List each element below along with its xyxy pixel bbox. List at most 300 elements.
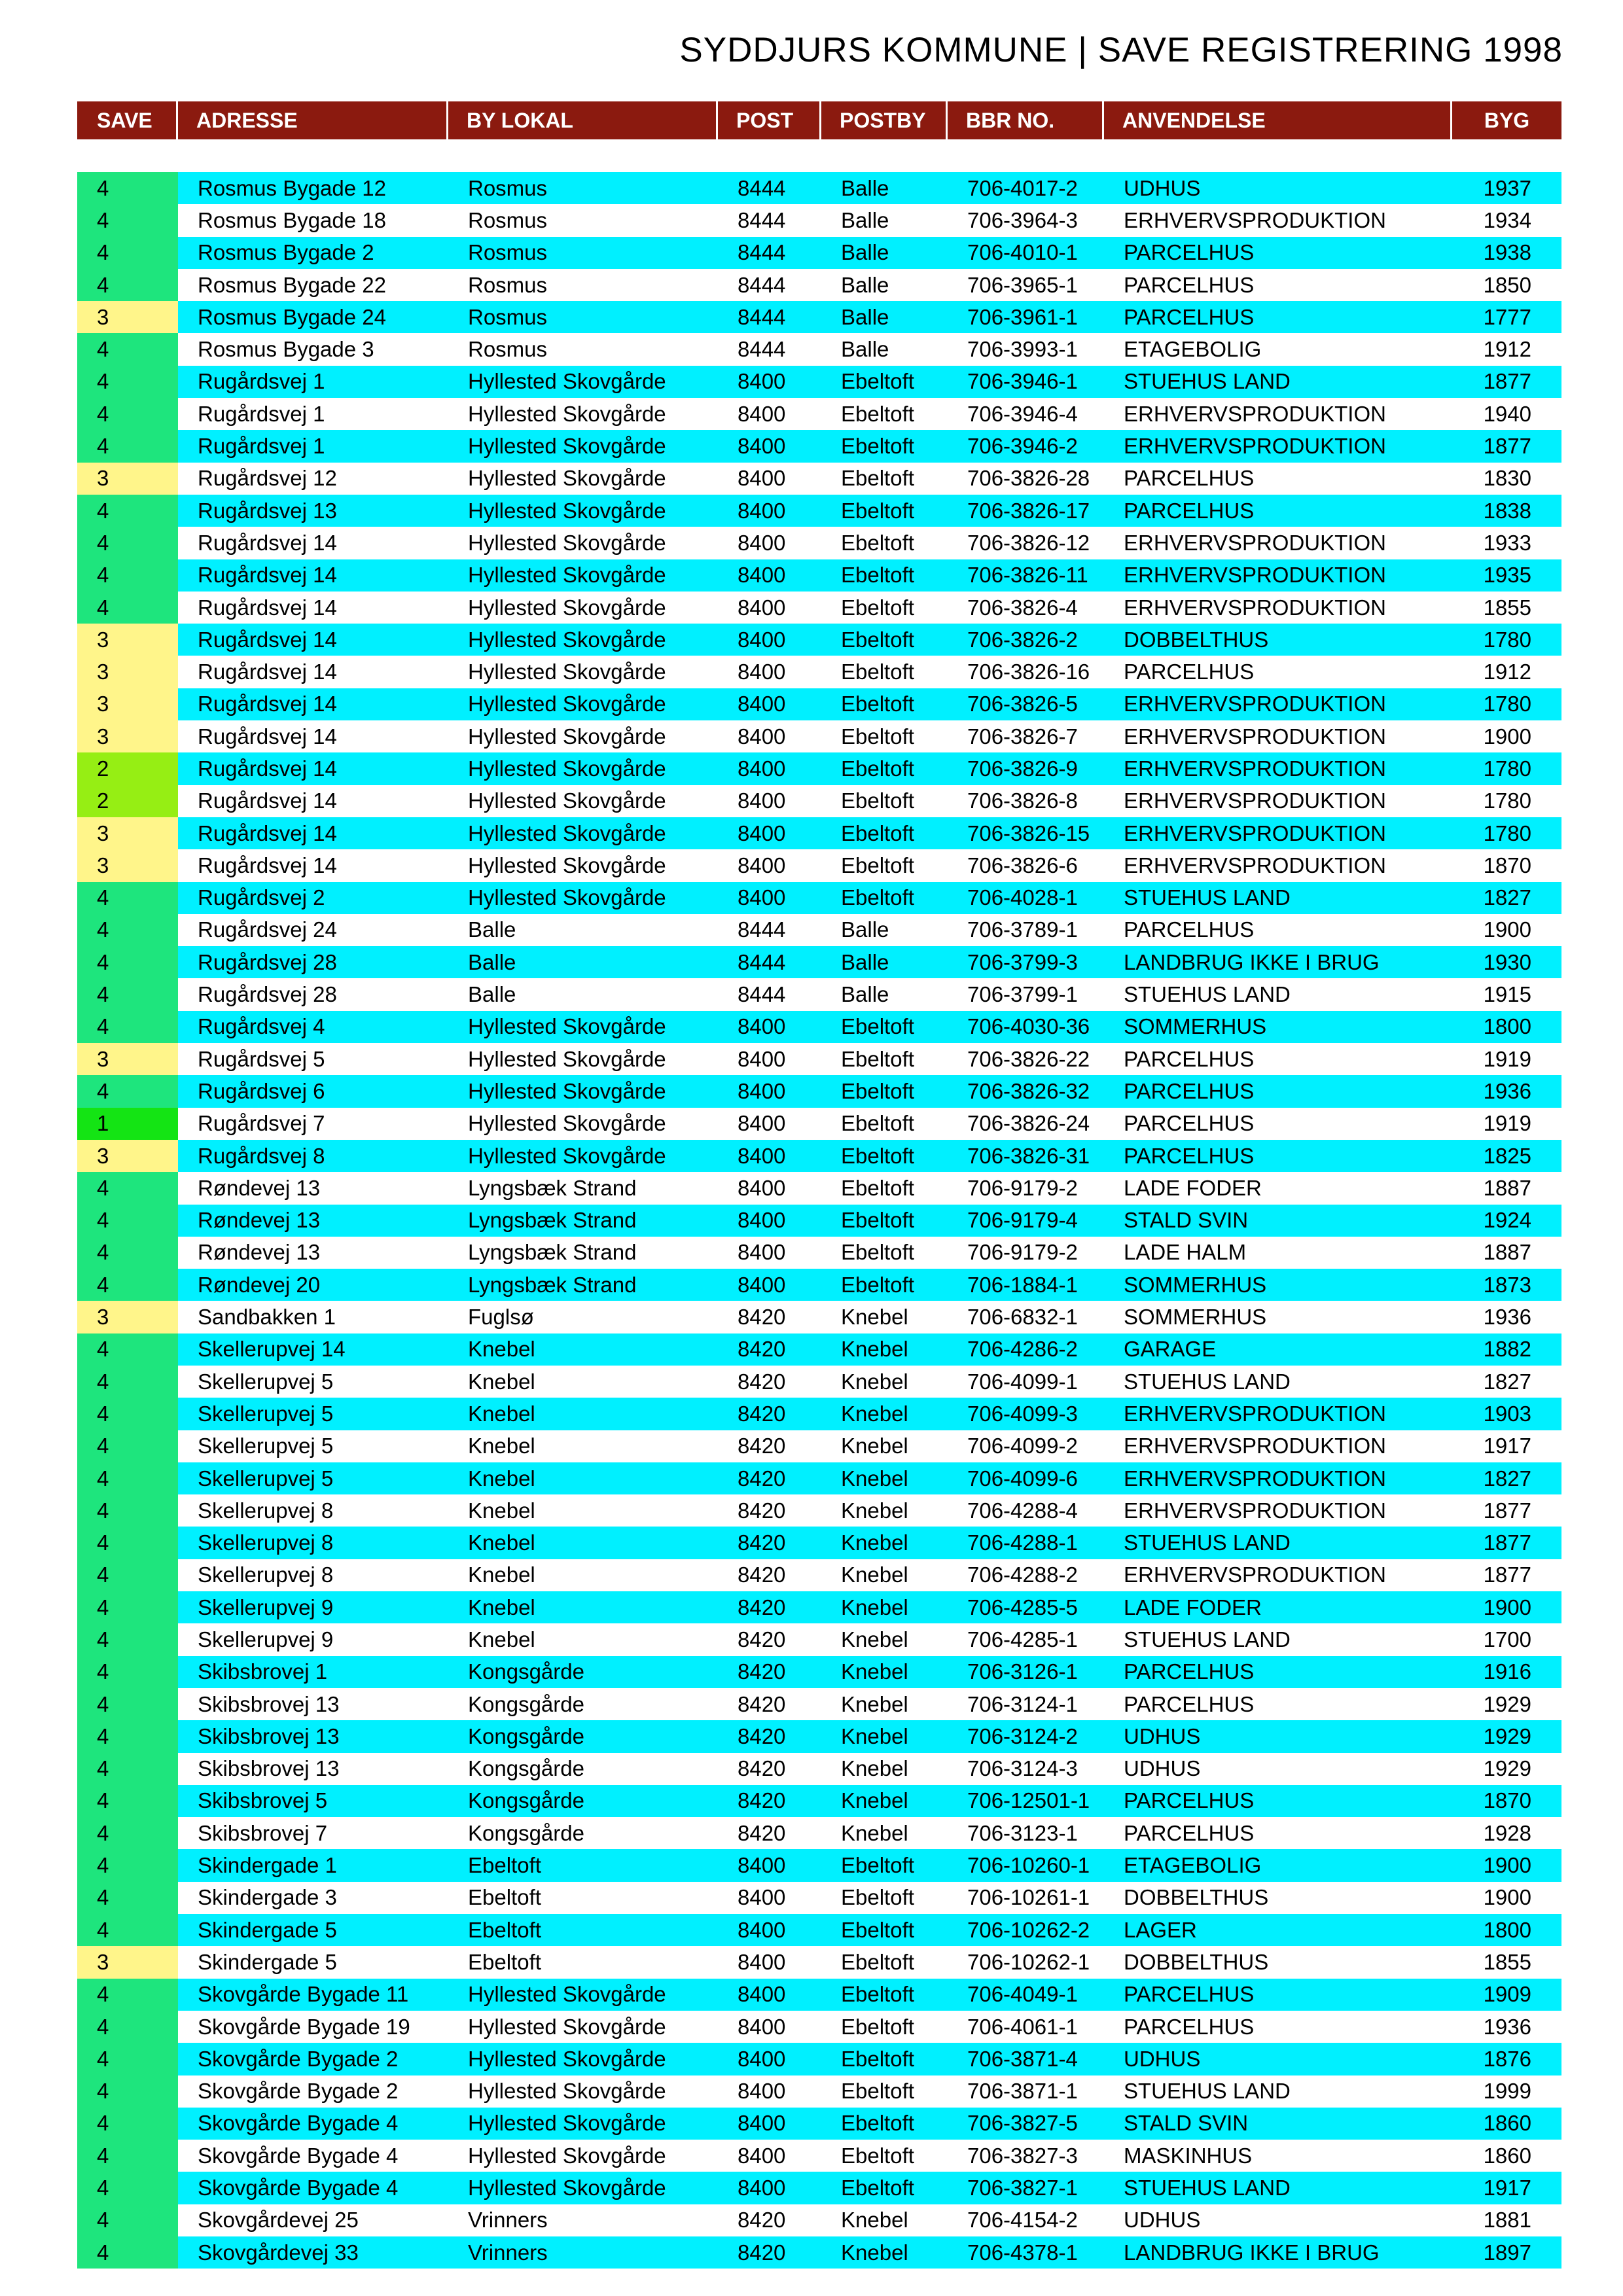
bbr-cell: 706-3826-17 — [948, 495, 1104, 527]
by-lokal-cell: Ebeltoft — [448, 1882, 718, 1914]
by-lokal-cell: Knebel — [448, 1591, 718, 1623]
bbr-cell: 706-4288-4 — [948, 1494, 1104, 1527]
save-register-table — [77, 101, 1561, 2269]
adresse-cell: Rosmus Bygade 12 — [178, 172, 448, 204]
postby-cell: Knebel — [821, 1817, 948, 1849]
adresse-cell: Rugårdsvej 5 — [178, 1043, 448, 1075]
adresse-cell: Rugårdsvej 7 — [178, 1108, 448, 1140]
by-lokal-cell: Ebeltoft — [448, 1849, 718, 1881]
table-row — [77, 172, 1561, 204]
anvendelse-cell: STUEHUS LAND — [1104, 1623, 1452, 1655]
anvendelse-cell: LADE FODER — [1104, 1172, 1452, 1204]
postby-cell: Ebeltoft — [821, 1140, 948, 1172]
by-lokal-cell: Hyllested Skovgårde — [448, 559, 718, 592]
anvendelse-cell: LANDBRUG IKKE I BRUG — [1104, 2236, 1452, 2269]
byg-cell: 1870 — [1452, 1785, 1561, 1817]
bbr-cell: 706-4099-1 — [948, 1366, 1104, 1398]
byg-cell: 1929 — [1452, 1753, 1561, 1785]
table-row — [77, 2172, 1561, 2204]
save-cell: 4 — [77, 1623, 178, 1655]
bbr-cell: 706-4378-1 — [948, 2236, 1104, 2269]
by-lokal-cell: Hyllested Skovgårde — [448, 752, 718, 785]
table-row — [77, 1527, 1561, 1559]
bbr-cell: 706-10262-2 — [948, 1914, 1104, 1946]
byg-cell: 1912 — [1452, 333, 1561, 365]
table-row — [77, 527, 1561, 559]
byg-cell: 1855 — [1452, 592, 1561, 624]
postby-cell: Knebel — [821, 1720, 948, 1752]
byg-cell: 1929 — [1452, 1688, 1561, 1720]
byg-cell: 1919 — [1452, 1108, 1561, 1140]
byg-cell: 1936 — [1452, 2011, 1561, 2043]
post-cell: 8400 — [718, 1140, 821, 1172]
byg-cell: 1877 — [1452, 430, 1561, 462]
anvendelse-cell: ERHVERVSPRODUKTION — [1104, 430, 1452, 462]
anvendelse-cell: STUEHUS LAND — [1104, 1527, 1452, 1559]
post-cell: 8400 — [718, 527, 821, 559]
by-lokal-cell: Kongsgårde — [448, 1720, 718, 1752]
bbr-cell: 706-3124-2 — [948, 1720, 1104, 1752]
save-cell: 3 — [77, 1043, 178, 1075]
post-cell: 8400 — [718, 817, 821, 849]
bbr-cell: 706-3123-1 — [948, 1817, 1104, 1849]
by-lokal-cell: Kongsgårde — [448, 1817, 718, 1849]
table-row — [77, 817, 1561, 849]
header-anvendelse: ANVENDELSE — [1104, 101, 1452, 139]
adresse-cell: Røndevej 20 — [178, 1269, 448, 1301]
post-cell: 8400 — [718, 2043, 821, 2075]
anvendelse-cell: PARCELHUS — [1104, 495, 1452, 527]
byg-cell: 1827 — [1452, 1366, 1561, 1398]
by-lokal-cell: Knebel — [448, 1430, 718, 1462]
anvendelse-cell: LAGER — [1104, 1914, 1452, 1946]
adresse-cell: Rugårdsvej 14 — [178, 688, 448, 720]
save-cell: 4 — [77, 1591, 178, 1623]
save-cell: 4 — [77, 2075, 178, 2108]
postby-cell: Knebel — [821, 1591, 948, 1623]
header-postby: POSTBY — [821, 101, 948, 139]
adresse-cell: Skibsbrovej 7 — [178, 1817, 448, 1849]
byg-cell: 1877 — [1452, 1494, 1561, 1527]
post-cell: 8420 — [718, 1623, 821, 1655]
table-row — [77, 463, 1561, 495]
anvendelse-cell: PARCELHUS — [1104, 2011, 1452, 2043]
adresse-cell: Skindergade 5 — [178, 1946, 448, 1978]
table-row — [77, 592, 1561, 624]
by-lokal-cell: Hyllested Skovgårde — [448, 463, 718, 495]
postby-cell: Balle — [821, 269, 948, 301]
post-cell: 8444 — [718, 946, 821, 978]
table-body — [77, 172, 1561, 2269]
post-cell: 8420 — [718, 1656, 821, 1688]
by-lokal-cell: Rosmus — [448, 172, 718, 204]
postby-cell: Balle — [821, 204, 948, 236]
anvendelse-cell: UDHUS — [1104, 2043, 1452, 2075]
postby-cell: Knebel — [821, 1462, 948, 1494]
adresse-cell: Rugårdsvej 13 — [178, 495, 448, 527]
post-cell: 8444 — [718, 237, 821, 269]
save-cell: 4 — [77, 1462, 178, 1494]
anvendelse-cell: SOMMERHUS — [1104, 1269, 1452, 1301]
postby-cell: Balle — [821, 978, 948, 1010]
table-row — [77, 1785, 1561, 1817]
anvendelse-cell: GARAGE — [1104, 1333, 1452, 1366]
table-row — [77, 1946, 1561, 1978]
byg-cell: 1915 — [1452, 978, 1561, 1010]
save-cell: 4 — [77, 2043, 178, 2075]
adresse-cell: Skellerupvej 9 — [178, 1591, 448, 1623]
save-cell: 4 — [77, 1494, 178, 1527]
by-lokal-cell: Hyllested Skovgårde — [448, 2172, 718, 2204]
anvendelse-cell: PARCELHUS — [1104, 914, 1452, 946]
bbr-cell: 706-3826-22 — [948, 1043, 1104, 1075]
anvendelse-cell: PARCELHUS — [1104, 1075, 1452, 1107]
table-row — [77, 1559, 1561, 1591]
bbr-cell: 706-3993-1 — [948, 333, 1104, 365]
post-cell: 8400 — [718, 2172, 821, 2204]
save-cell: 4 — [77, 1075, 178, 1107]
table-row — [77, 1914, 1561, 1946]
table-row — [77, 688, 1561, 720]
save-cell: 4 — [77, 592, 178, 624]
bbr-cell: 706-4049-1 — [948, 1979, 1104, 2011]
post-cell: 8420 — [718, 1753, 821, 1785]
byg-cell: 1780 — [1452, 688, 1561, 720]
post-cell: 8400 — [718, 849, 821, 881]
by-lokal-cell: Hyllested Skovgårde — [448, 656, 718, 688]
adresse-cell: Rugårdsvej 1 — [178, 430, 448, 462]
bbr-cell: 706-3826-16 — [948, 656, 1104, 688]
by-lokal-cell: Lyngsbæk Strand — [448, 1269, 718, 1301]
bbr-cell: 706-3799-1 — [948, 978, 1104, 1010]
post-cell: 8420 — [718, 1591, 821, 1623]
by-lokal-cell: Rosmus — [448, 301, 718, 333]
save-cell: 3 — [77, 849, 178, 881]
table-row — [77, 1688, 1561, 1720]
anvendelse-cell: ERHVERVSPRODUKTION — [1104, 849, 1452, 881]
save-cell: 4 — [77, 882, 178, 914]
by-lokal-cell: Hyllested Skovgårde — [448, 2011, 718, 2043]
by-lokal-cell: Hyllested Skovgårde — [448, 2043, 718, 2075]
bbr-cell: 706-3871-1 — [948, 2075, 1104, 2108]
anvendelse-cell: UDHUS — [1104, 1753, 1452, 1785]
by-lokal-cell: Hyllested Skovgårde — [448, 624, 718, 656]
adresse-cell: Rosmus Bygade 24 — [178, 301, 448, 333]
save-cell: 4 — [77, 527, 178, 559]
table-row — [77, 1882, 1561, 1914]
table-row — [77, 2204, 1561, 2236]
anvendelse-cell: STUEHUS LAND — [1104, 978, 1452, 1010]
bbr-cell: 706-3946-2 — [948, 430, 1104, 462]
by-lokal-cell: Balle — [448, 946, 718, 978]
table-row — [77, 1237, 1561, 1269]
anvendelse-cell: ERHVERVSPRODUKTION — [1104, 398, 1452, 430]
adresse-cell: Rugårdsvej 1 — [178, 366, 448, 398]
bbr-cell: 706-9179-2 — [948, 1172, 1104, 1204]
by-lokal-cell: Hyllested Skovgårde — [448, 495, 718, 527]
by-lokal-cell: Lyngsbæk Strand — [448, 1172, 718, 1204]
byg-cell: 1903 — [1452, 1398, 1561, 1430]
anvendelse-cell: PARCELHUS — [1104, 1785, 1452, 1817]
bbr-cell: 706-3826-7 — [948, 720, 1104, 752]
anvendelse-cell: PARCELHUS — [1104, 463, 1452, 495]
save-cell: 4 — [77, 1979, 178, 2011]
table-row — [77, 430, 1561, 462]
post-cell: 8400 — [718, 398, 821, 430]
by-lokal-cell: Rosmus — [448, 237, 718, 269]
bbr-cell: 706-3826-12 — [948, 527, 1104, 559]
postby-cell: Ebeltoft — [821, 2043, 948, 2075]
byg-cell: 1877 — [1452, 1527, 1561, 1559]
anvendelse-cell: STALD SVIN — [1104, 2108, 1452, 2140]
postby-cell: Ebeltoft — [821, 559, 948, 592]
save-cell: 4 — [77, 237, 178, 269]
save-cell: 4 — [77, 1205, 178, 1237]
anvendelse-cell: LANDBRUG IKKE I BRUG — [1104, 946, 1452, 978]
anvendelse-cell: ERHVERVSPRODUKTION — [1104, 720, 1452, 752]
by-lokal-cell: Vrinners — [448, 2204, 718, 2236]
anvendelse-cell: STUEHUS LAND — [1104, 882, 1452, 914]
post-cell: 8400 — [718, 1269, 821, 1301]
table-row — [77, 2140, 1561, 2172]
adresse-cell: Røndevej 13 — [178, 1237, 448, 1269]
adresse-cell: Skovgårde Bygade 2 — [178, 2043, 448, 2075]
table-row — [77, 333, 1561, 365]
save-cell: 4 — [77, 2108, 178, 2140]
post-cell: 8420 — [718, 1462, 821, 1494]
anvendelse-cell: LADE HALM — [1104, 1237, 1452, 1269]
table-row — [77, 398, 1561, 430]
postby-cell: Knebel — [821, 1559, 948, 1591]
bbr-cell: 706-4099-6 — [948, 1462, 1104, 1494]
byg-cell: 1860 — [1452, 2140, 1561, 2172]
header-byg: BYG — [1484, 108, 1530, 132]
post-cell: 8400 — [718, 656, 821, 688]
bbr-cell: 706-3827-3 — [948, 2140, 1104, 2172]
bbr-cell: 706-4288-2 — [948, 1559, 1104, 1591]
bbr-cell: 706-4285-5 — [948, 1591, 1104, 1623]
bbr-cell: 706-3826-31 — [948, 1140, 1104, 1172]
by-lokal-cell: Hyllested Skovgårde — [448, 720, 718, 752]
by-lokal-cell: Rosmus — [448, 269, 718, 301]
save-cell: 4 — [77, 430, 178, 462]
post-cell: 8400 — [718, 592, 821, 624]
bbr-cell: 706-4154-2 — [948, 2204, 1104, 2236]
postby-cell: Ebeltoft — [821, 624, 948, 656]
bbr-cell: 706-3789-1 — [948, 914, 1104, 946]
table-row — [77, 1108, 1561, 1140]
post-cell: 8420 — [718, 1366, 821, 1398]
save-cell: 4 — [77, 1882, 178, 1914]
adresse-cell: Skellerupvej 5 — [178, 1398, 448, 1430]
post-cell: 8420 — [718, 1301, 821, 1333]
by-lokal-cell: Ebeltoft — [448, 1946, 718, 1978]
by-lokal-cell: Rosmus — [448, 333, 718, 365]
bbr-cell: 706-3826-8 — [948, 785, 1104, 817]
postby-cell: Ebeltoft — [821, 2108, 948, 2140]
anvendelse-cell: ERHVERVSPRODUKTION — [1104, 1398, 1452, 1430]
byg-cell: 1876 — [1452, 2043, 1561, 2075]
post-cell: 8400 — [718, 1205, 821, 1237]
byg-cell: 1929 — [1452, 1720, 1561, 1752]
by-lokal-cell: Knebel — [448, 1623, 718, 1655]
save-cell: 3 — [77, 301, 178, 333]
bbr-cell: 706-3826-5 — [948, 688, 1104, 720]
bbr-cell: 706-4286-2 — [948, 1333, 1104, 1366]
post-cell: 8400 — [718, 1075, 821, 1107]
postby-cell: Ebeltoft — [821, 1237, 948, 1269]
table-row — [77, 559, 1561, 592]
by-lokal-cell: Hyllested Skovgårde — [448, 785, 718, 817]
bbr-cell: 706-3964-3 — [948, 204, 1104, 236]
save-cell: 4 — [77, 495, 178, 527]
postby-cell: Ebeltoft — [821, 1108, 948, 1140]
adresse-cell: Rugårdsvej 1 — [178, 398, 448, 430]
byg-cell: 1870 — [1452, 849, 1561, 881]
adresse-cell: Skellerupvej 8 — [178, 1559, 448, 1591]
table-row — [77, 1366, 1561, 1398]
post-cell: 8400 — [718, 785, 821, 817]
byg-cell: 1936 — [1452, 1301, 1561, 1333]
bbr-cell: 706-6832-1 — [948, 1301, 1104, 1333]
table-row — [77, 1656, 1561, 1688]
post-cell: 8400 — [718, 2140, 821, 2172]
by-lokal-cell: Hyllested Skovgårde — [448, 2108, 718, 2140]
by-lokal-cell: Lyngsbæk Strand — [448, 1205, 718, 1237]
post-cell: 8420 — [718, 1494, 821, 1527]
by-lokal-cell: Kongsgårde — [448, 1688, 718, 1720]
by-lokal-cell: Hyllested Skovgårde — [448, 1108, 718, 1140]
byg-cell: 1917 — [1452, 1430, 1561, 1462]
byg-cell: 1700 — [1452, 1623, 1561, 1655]
save-cell: 3 — [77, 720, 178, 752]
post-cell: 8420 — [718, 1785, 821, 1817]
adresse-cell: Rosmus Bygade 3 — [178, 333, 448, 365]
post-cell: 8420 — [718, 1559, 821, 1591]
postby-cell: Ebeltoft — [821, 366, 948, 398]
save-cell: 3 — [77, 1140, 178, 1172]
adresse-cell: Skovgårde Bygade 11 — [178, 1979, 448, 2011]
save-cell: 4 — [77, 172, 178, 204]
postby-cell: Ebeltoft — [821, 720, 948, 752]
by-lokal-cell: Kongsgårde — [448, 1656, 718, 1688]
save-cell: 3 — [77, 656, 178, 688]
page-title: SYDDJURS KOMMUNE | SAVE REGISTRERING 1998 — [679, 31, 1563, 69]
by-lokal-cell: Knebel — [448, 1559, 718, 1591]
bbr-cell: 706-3946-1 — [948, 366, 1104, 398]
by-lokal-cell: Balle — [448, 914, 718, 946]
table-row — [77, 752, 1561, 785]
anvendelse-cell: ERHVERVSPRODUKTION — [1104, 1462, 1452, 1494]
postby-cell: Ebeltoft — [821, 430, 948, 462]
anvendelse-cell: UDHUS — [1104, 2204, 1452, 2236]
byg-cell: 1881 — [1452, 2204, 1561, 2236]
adresse-cell: Skovgårde Bygade 4 — [178, 2108, 448, 2140]
adresse-cell: Skellerupvej 5 — [178, 1462, 448, 1494]
save-cell: 3 — [77, 688, 178, 720]
adresse-cell: Skibsbrovej 5 — [178, 1785, 448, 1817]
save-cell: 3 — [77, 624, 178, 656]
post-cell: 8420 — [718, 1333, 821, 1366]
bbr-cell: 706-3827-5 — [948, 2108, 1104, 2140]
adresse-cell: Skindergade 5 — [178, 1914, 448, 1946]
post-cell: 8400 — [718, 624, 821, 656]
adresse-cell: Skibsbrovej 13 — [178, 1688, 448, 1720]
postby-cell: Ebeltoft — [821, 1946, 948, 1978]
adresse-cell: Rugårdsvej 14 — [178, 559, 448, 592]
postby-cell: Ebeltoft — [821, 785, 948, 817]
byg-cell: 1897 — [1452, 2236, 1561, 2269]
byg-cell: 1838 — [1452, 495, 1561, 527]
byg-cell: 1930 — [1452, 946, 1561, 978]
table-row — [77, 656, 1561, 688]
bbr-cell: 706-3946-4 — [948, 398, 1104, 430]
postby-cell: Knebel — [821, 1753, 948, 1785]
anvendelse-cell: DOBBELTHUS — [1104, 624, 1452, 656]
anvendelse-cell: ERHVERVSPRODUKTION — [1104, 817, 1452, 849]
table-row — [77, 2011, 1561, 2043]
anvendelse-cell: UDHUS — [1104, 172, 1452, 204]
bbr-cell: 706-3826-6 — [948, 849, 1104, 881]
header-spacer — [77, 139, 1561, 172]
save-cell: 4 — [77, 1237, 178, 1269]
post-cell: 8400 — [718, 1237, 821, 1269]
bbr-cell: 706-4288-1 — [948, 1527, 1104, 1559]
bbr-cell: 706-9179-2 — [948, 1237, 1104, 1269]
anvendelse-cell: DOBBELTHUS — [1104, 1882, 1452, 1914]
post-cell: 8420 — [718, 1720, 821, 1752]
table-row — [77, 1591, 1561, 1623]
table-row — [77, 1269, 1561, 1301]
postby-cell: Ebeltoft — [821, 1011, 948, 1043]
table-row — [77, 366, 1561, 398]
adresse-cell: Rugårdsvej 28 — [178, 946, 448, 978]
post-cell: 8420 — [718, 2236, 821, 2269]
save-cell: 4 — [77, 978, 178, 1010]
post-cell: 8420 — [718, 1398, 821, 1430]
adresse-cell: Sandbakken 1 — [178, 1301, 448, 1333]
post-cell: 8400 — [718, 1882, 821, 1914]
save-cell: 4 — [77, 2236, 178, 2269]
by-lokal-cell: Knebel — [448, 1366, 718, 1398]
anvendelse-cell: ERHVERVSPRODUKTION — [1104, 592, 1452, 624]
post-cell: 8420 — [718, 1527, 821, 1559]
post-cell: 8400 — [718, 720, 821, 752]
adresse-cell: Rugårdsvej 14 — [178, 656, 448, 688]
table-row — [77, 785, 1561, 817]
postby-cell: Ebeltoft — [821, 752, 948, 785]
bbr-cell: 706-3965-1 — [948, 269, 1104, 301]
postby-cell: Ebeltoft — [821, 2140, 948, 2172]
byg-cell: 1912 — [1452, 656, 1561, 688]
adresse-cell: Rosmus Bygade 18 — [178, 204, 448, 236]
postby-cell: Ebeltoft — [821, 1979, 948, 2011]
adresse-cell: Skindergade 3 — [178, 1882, 448, 1914]
save-cell: 3 — [77, 1946, 178, 1978]
bbr-cell: 706-3826-4 — [948, 592, 1104, 624]
post-cell: 8420 — [718, 1688, 821, 1720]
post-cell: 8420 — [718, 2204, 821, 2236]
by-lokal-cell: Balle — [448, 978, 718, 1010]
by-lokal-cell: Fuglsø — [448, 1301, 718, 1333]
byg-cell: 1940 — [1452, 398, 1561, 430]
save-cell: 4 — [77, 2172, 178, 2204]
save-cell: 4 — [77, 946, 178, 978]
save-cell: 4 — [77, 1688, 178, 1720]
by-lokal-cell: Knebel — [448, 1333, 718, 1366]
save-cell: 4 — [77, 559, 178, 592]
byg-cell: 1780 — [1452, 624, 1561, 656]
